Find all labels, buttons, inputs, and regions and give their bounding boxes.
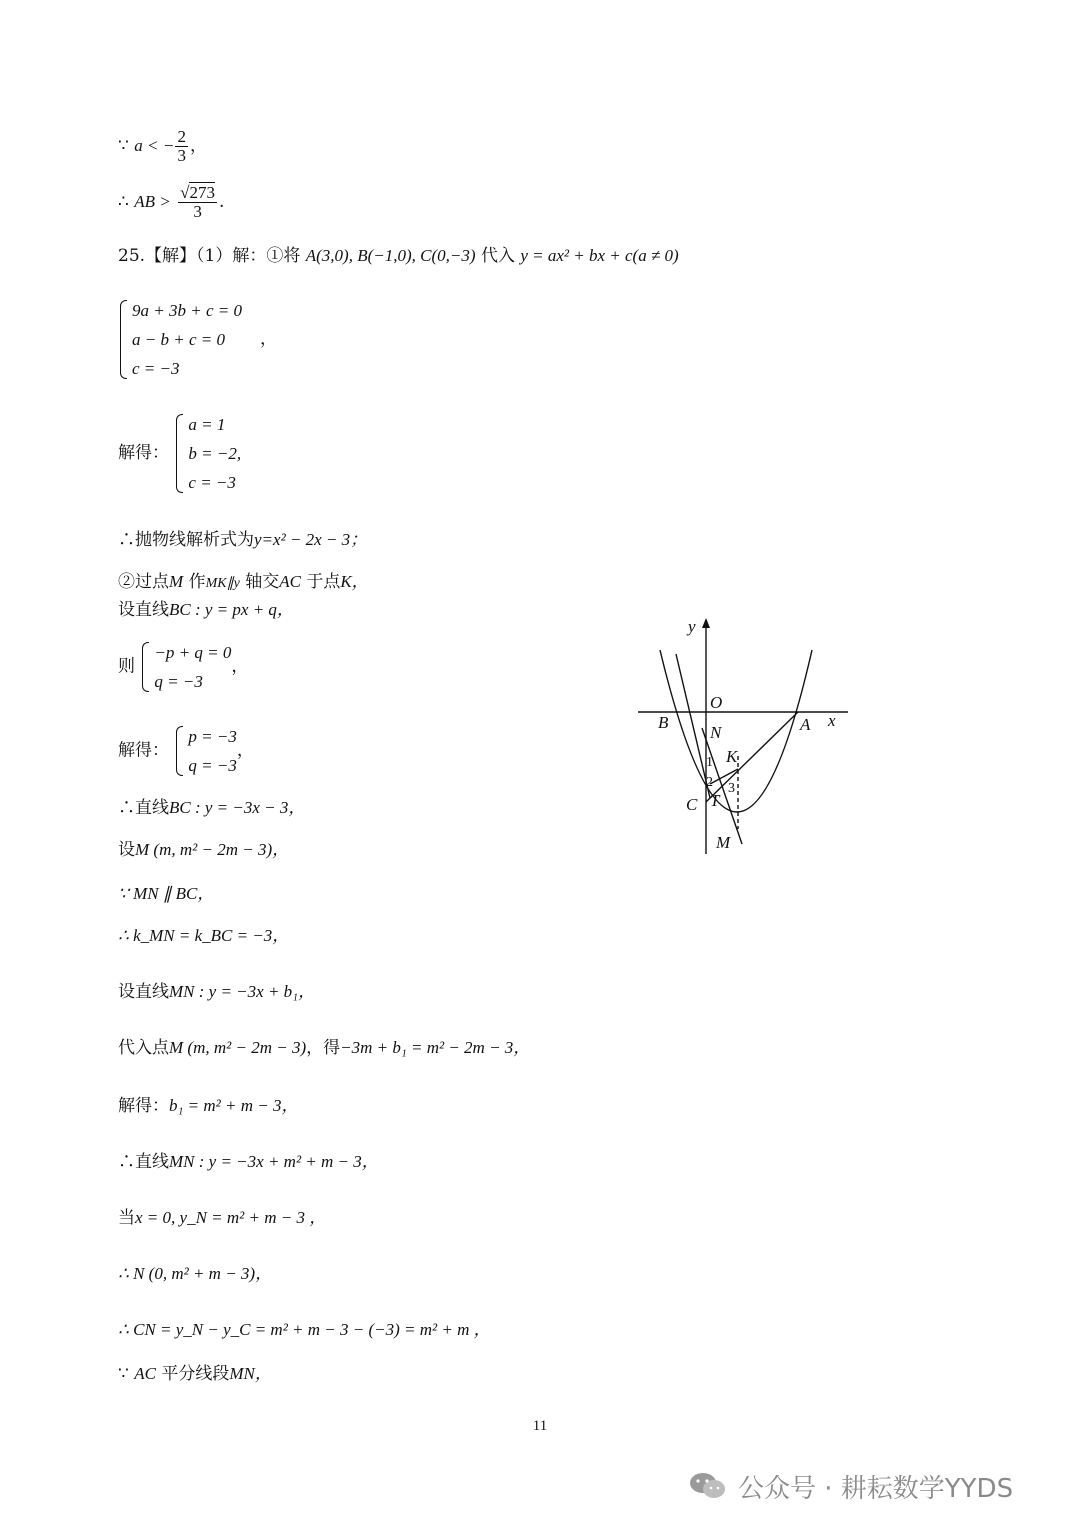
equation-system-3: 则 −p + q = 0 q = −3 ，	[118, 638, 248, 696]
q25-heading: 25.【解】（1）解：①将 A(3,0), B(−1,0), C(0,−3) 代入 y = ax² + bx + c(a ≠ 0)	[118, 246, 679, 266]
parabola-figure	[630, 614, 860, 864]
solve-b1: 解得：b₁ = m² + m − 3，	[118, 1096, 299, 1116]
label-3: 3	[728, 781, 735, 796]
solution-system-1: 解得： a = 1 b = −2, c = −3	[118, 410, 241, 497]
y-axis-arrow	[702, 618, 710, 628]
label-k: K	[726, 747, 738, 766]
label-c: C	[686, 795, 698, 814]
step-2-statement: ②过点M 作MK∥y 轴交AC 于点K，	[118, 572, 369, 592]
slope-equality: ∴ k_MN = k_BC = −3，	[118, 926, 290, 945]
label-2: 2	[706, 775, 713, 790]
condition-a: ∵ a < − $\frac{2}{3}$ ，	[118, 127, 207, 165]
watermark	[688, 1468, 1013, 1504]
set-point-m: 设M (m, m² − 2m − 3)，	[118, 840, 290, 860]
parabola-curve	[660, 650, 812, 812]
line-bc-result: ∴直线BC : y = −3x − 3，	[118, 798, 306, 818]
label-y: y	[688, 617, 696, 636]
label-x: x	[828, 711, 836, 730]
label-n: N	[710, 723, 722, 742]
label-b: B	[658, 713, 669, 732]
label-m: M	[716, 833, 731, 852]
solution-system-2: 解得： p = −3 q = −3 ，	[118, 722, 254, 780]
conclusion-ab: ∴ AB > $\frac{√273}{3}$ .	[118, 183, 225, 221]
when-x-zero: 当x = 0, y_N = m² + m − 3 ，	[118, 1208, 327, 1228]
label-a: A	[800, 715, 811, 734]
label-t: T	[710, 791, 720, 810]
parallel-condition: ∵ MN ∥ BC，	[118, 884, 215, 903]
line-bc-setup: 设直线BC : y = px + q，	[118, 600, 294, 620]
watermark-text: 公众号 · 耕耘数学YYDS	[738, 1473, 1014, 1504]
label-o: O	[710, 693, 723, 712]
label-1: 1	[706, 755, 713, 770]
page-number: 11	[532, 1418, 548, 1434]
wechat-icon	[688, 1470, 728, 1502]
equation-system-1: 9a + 3b + c = 0 a − b + c = 0 c = −3 ，	[118, 296, 277, 383]
line-mn-setup: 设直线MN : y = −3x + b₁，	[118, 982, 316, 1002]
line-mn-result: ∴直线MN : y = −3x + m² + m − 3，	[118, 1152, 379, 1172]
bisect-condition: ∵ AC 平分线段MN，	[118, 1364, 272, 1384]
cn-length: ∴ CN = y_N − y_C = m² + m − 3 − (−3) = m² + m ，	[118, 1320, 491, 1339]
substitute-m: 代入点M (m, m² − 2m − 3)，得−3m + b₁ = m² − 2m − 3，	[118, 1038, 531, 1058]
parabola-expression: ∴抛物线解析式为y=x² − 2x − 3；	[118, 530, 368, 550]
point-n: ∴ N (0, m² + m − 3)，	[118, 1264, 273, 1283]
